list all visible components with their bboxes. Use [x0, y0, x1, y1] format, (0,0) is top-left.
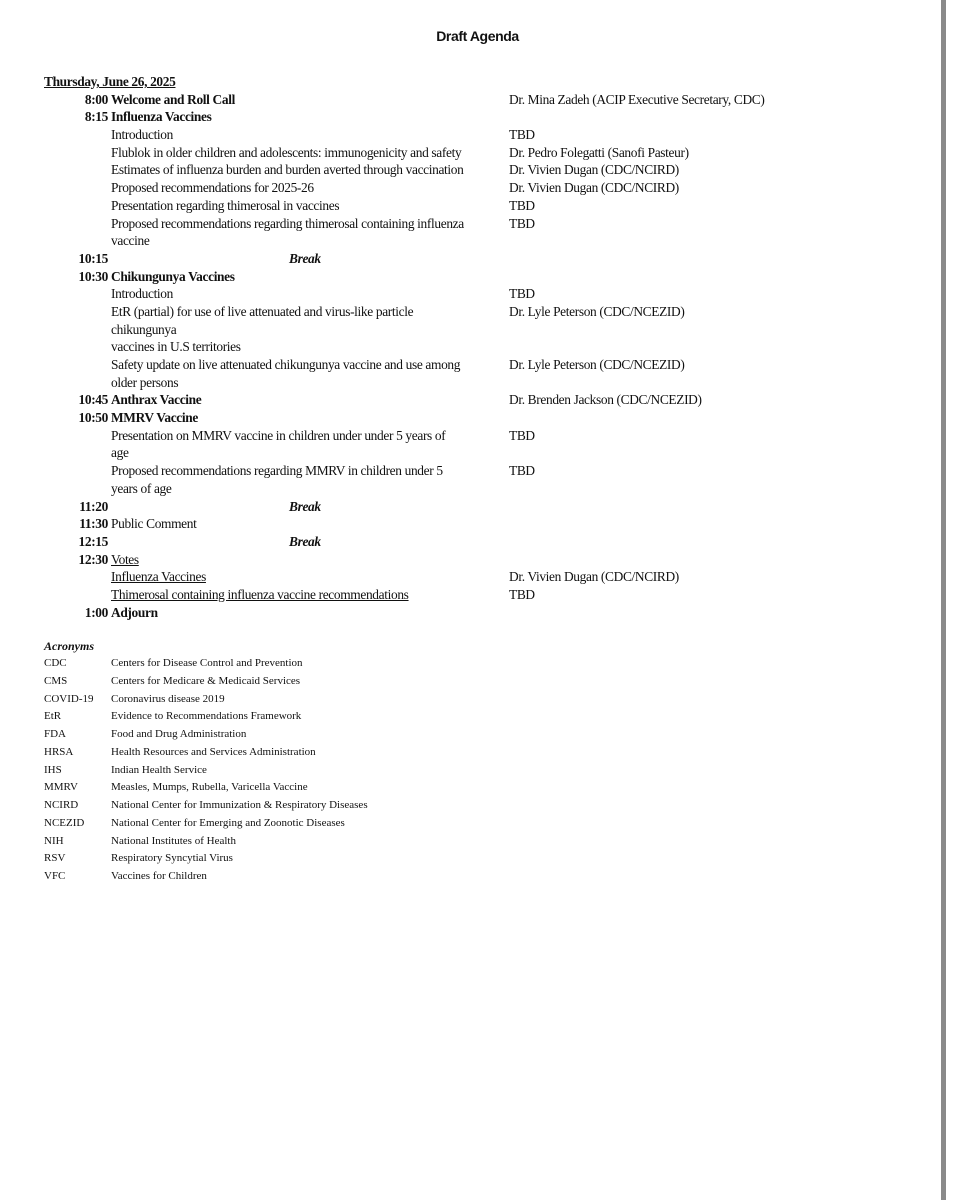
acronym-abbr: VFC	[44, 870, 66, 882]
agenda-time: 12:30	[78, 551, 108, 567]
break-label: Break	[289, 250, 321, 266]
acronym-definition: Health Resources and Services Administration	[111, 745, 316, 758]
document-title: Draft Agenda	[436, 28, 519, 44]
agenda-time: 8:15	[84, 109, 108, 125]
presenter: TBD	[509, 127, 535, 143]
agenda-time: 10:30	[78, 268, 108, 284]
acronym-abbr: NCEZID	[44, 816, 85, 829]
acronym-definition: Respiratory Syncytial Virus	[111, 852, 233, 865]
acronym-row	[0, 797, 368, 815]
presenter: Dr. Lyle Peterson (CDC/NCEZID)	[509, 303, 685, 319]
acronym-row	[0, 744, 316, 762]
break-row	[0, 250, 940, 268]
presenter: Dr. Vivien Dugan (CDC/NCIRD)	[509, 180, 679, 196]
agenda-item	[0, 303, 940, 321]
acronym-row	[0, 726, 247, 744]
agenda-item	[0, 285, 940, 303]
agenda-item-title: years of age	[111, 480, 172, 496]
agenda-item	[0, 215, 940, 233]
agenda-item	[0, 338, 940, 356]
acronym-row	[0, 673, 301, 691]
agenda-item-title: Proposed recommendations for 2025-26	[111, 180, 314, 196]
acronym-definition: Indian Health Service	[111, 763, 207, 776]
acronym-definition: National Institutes of Health	[111, 834, 236, 847]
agenda-time: 10:50	[78, 410, 108, 426]
acronym-abbr: MMRV	[44, 781, 78, 794]
presenter: TBD	[509, 586, 535, 602]
acronym-abbr: HRSA	[44, 745, 74, 758]
acronym-abbr: NIH	[44, 834, 64, 847]
agenda-item-title: older persons	[111, 374, 179, 390]
agenda-item	[0, 604, 940, 622]
agenda-item	[0, 568, 940, 586]
agenda-item-title: Influenza Vaccines	[111, 569, 206, 585]
agenda-item-title: Adjourn	[111, 604, 158, 620]
agenda-item	[0, 268, 940, 286]
agenda-item-title: Presentation on MMRV vaccine in children under under 5 years of	[111, 427, 446, 443]
agenda-item	[0, 586, 940, 604]
acronym-row	[0, 708, 302, 726]
presenter: TBD	[509, 197, 535, 213]
agenda-item	[0, 161, 940, 179]
agenda-item	[0, 144, 940, 162]
agenda-item-title: age	[111, 445, 129, 461]
agenda-item	[0, 551, 940, 569]
agenda-item	[0, 321, 940, 339]
agenda-item-title: EtR (partial) for use of live attenuated and virus-like particle	[111, 303, 414, 319]
agenda-item	[0, 126, 940, 144]
acronyms-heading: Acronyms	[44, 639, 95, 653]
acronym-abbr: NCIRD	[44, 799, 79, 811]
agenda-item	[0, 515, 940, 533]
agenda-item	[0, 409, 940, 427]
agenda-item	[0, 108, 940, 126]
agenda-item	[0, 374, 940, 392]
acronym-row	[0, 762, 207, 780]
agenda-item-title: vaccines in U.S territories	[111, 339, 241, 355]
agenda-item	[0, 480, 940, 498]
presenter: Dr. Brenden Jackson (CDC/NCEZID)	[509, 392, 702, 408]
agenda-item	[0, 232, 940, 250]
break-label: Break	[289, 533, 321, 549]
presenter: Dr. Pedro Folegatti (Sanofi Pasteur)	[509, 144, 689, 160]
agenda	[0, 73, 940, 621]
agenda-item-title: Welcome and Roll Call	[111, 91, 235, 107]
acronym-definition: National Center for Immunization & Respiratory Diseases	[111, 799, 368, 811]
acronyms-section	[0, 638, 368, 886]
agenda-time: 11:20	[79, 498, 108, 514]
acronym-row	[0, 833, 236, 851]
agenda-time: 8:00	[84, 91, 108, 107]
agenda-item-title: Presentation regarding thimerosal in vaccines	[111, 197, 340, 213]
acronym-definition: Centers for Medicare & Medicaid Services	[111, 674, 301, 687]
agenda-item-title: Anthrax Vaccine	[111, 392, 202, 408]
presenter: TBD	[509, 427, 535, 443]
break-row	[0, 498, 940, 516]
presenter: Dr. Vivien Dugan (CDC/NCIRD)	[509, 162, 679, 178]
agenda-item-title: Flublok in older children and adolescents: immunogenicity and safety	[111, 144, 462, 160]
acronym-definition: Vaccines for Children	[111, 870, 207, 882]
agenda-item	[0, 197, 940, 215]
break-label: Break	[289, 498, 321, 514]
agenda-item	[0, 427, 940, 445]
acronym-row	[0, 868, 207, 886]
presenter: Dr. Mina Zadeh (ACIP Executive Secretary, CDC)	[509, 91, 765, 107]
agenda-time: 11:30	[79, 516, 108, 532]
agenda-item-title: Proposed recommendations regarding MMRV in children under 5	[111, 463, 443, 479]
break-row	[0, 533, 940, 551]
acronym-definition: National Center for Emerging and Zoonotic Diseases	[111, 816, 345, 829]
acronym-abbr: CMS	[44, 674, 68, 687]
acronym-definition: Food and Drug Administration	[111, 728, 247, 740]
agenda-time: 1:00	[84, 604, 108, 620]
acronym-definition: Coronavirus disease 2019	[111, 692, 225, 705]
acronym-abbr: EtR	[44, 710, 62, 723]
agenda-item	[0, 391, 940, 409]
agenda-item-title: Influenza Vaccines	[111, 109, 212, 125]
acronym-abbr: RSV	[44, 852, 66, 865]
presenter: TBD	[509, 286, 535, 302]
agenda-item	[0, 356, 940, 374]
agenda-time: 10:15	[78, 250, 108, 266]
acronym-abbr: COVID-19	[44, 692, 94, 705]
presenter: Dr. Vivien Dugan (CDC/NCIRD)	[509, 569, 679, 585]
page-edge	[941, 0, 946, 1200]
agenda-item	[0, 91, 940, 109]
presenter: Dr. Lyle Peterson (CDC/NCEZID)	[509, 357, 685, 372]
agenda-item	[0, 462, 940, 480]
agenda-item-title: Estimates of influenza burden and burden averted through vaccination	[111, 162, 464, 178]
agenda-item	[0, 179, 940, 197]
agenda-item-title: MMRV Vaccine	[111, 410, 198, 426]
presenter: TBD	[509, 463, 535, 479]
acronym-abbr: IHS	[44, 763, 62, 776]
agenda-item-title: Public Comment	[111, 516, 197, 532]
acronym-abbr: CDC	[44, 657, 67, 669]
acronym-row	[0, 815, 345, 833]
acronym-row	[0, 779, 308, 797]
agenda-date: Thursday, June 26, 2025	[44, 74, 176, 89]
agenda-time: 12:15	[78, 533, 108, 549]
agenda-item-title: Thimerosal containing influenza vaccine recommendations	[111, 586, 409, 602]
acronym-abbr: FDA	[44, 728, 67, 740]
agenda-time: 10:45	[78, 392, 108, 408]
date-row	[0, 73, 940, 91]
acronym-row	[0, 850, 233, 868]
presenter: TBD	[509, 215, 535, 231]
agenda-item-title: Chikungunya Vaccines	[111, 268, 235, 284]
acronym-definition: Centers for Disease Control and Prevention	[111, 657, 303, 669]
acronym-row	[0, 655, 303, 673]
acronym-definition: Measles, Mumps, Rubella, Varicella Vaccine	[111, 781, 308, 794]
agenda-item-title: Proposed recommendations regarding thimerosal containing influenza	[111, 215, 464, 231]
agenda-item	[0, 444, 940, 462]
agenda-item-title: chikungunya	[111, 321, 177, 337]
acronym-row	[0, 691, 225, 709]
agenda-item-title: vaccine	[111, 233, 150, 249]
agenda-item-title: Introduction	[111, 286, 173, 302]
agenda-item-title: Safety update on live attenuated chikungunya vaccine and use among	[111, 357, 461, 372]
acronym-definition: Evidence to Recommendations Framework	[111, 710, 302, 723]
agenda-item-title: Introduction	[111, 127, 173, 143]
agenda-item-title: Votes	[111, 551, 139, 567]
